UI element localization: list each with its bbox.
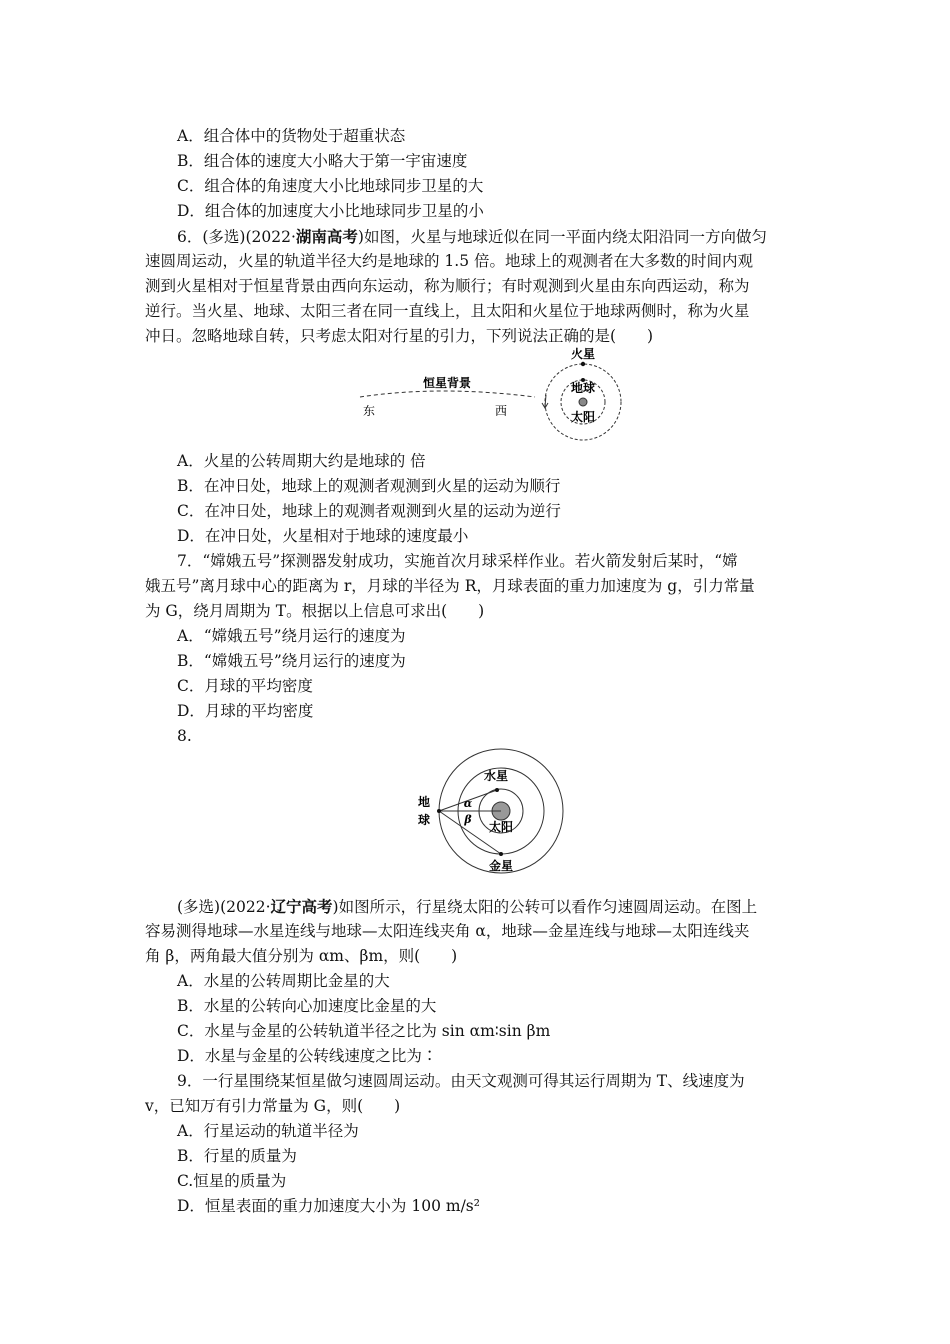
earth-label: 地 (417, 795, 431, 809)
mars-opposition-figure (355, 345, 625, 445)
q9-option-c: C.恒星的质量为 (177, 1172, 287, 1190)
q6-stem-line-1 (145, 224, 810, 249)
west-label: 西 (494, 404, 508, 418)
q5-option-b: B．组合体的速度大小略大于第一宇宙速度 (177, 152, 468, 170)
q6-option-d: D．在冲日处，火星相对于地球的速度最小 (177, 527, 469, 545)
q5-option-c: C．组合体的角速度大小比地球同步卫星的大 (177, 177, 484, 195)
venus-label: 金星 (488, 859, 514, 873)
q8-stem-line-1 (145, 894, 810, 919)
q7-stem-line-2: 娥五号”离月球中心的距离为 r，月球的半径为 R，月球表面的重力加速度为 g，引力常量 (145, 577, 755, 595)
sun-label: 太阳 (488, 820, 514, 834)
q6-option-b: B．在冲日处，地球上的观测者观测到火星的运动为顺行 (177, 477, 561, 495)
q9-option-a: A．行星运动的轨道半径为 (177, 1122, 359, 1140)
q9-option-d: D．恒星表面的重力加速度大小为 100 m/s² (177, 1197, 480, 1215)
q8-source: 辽宁高考 (270, 897, 333, 916)
q9-option-b: B．行星的质量为 (177, 1147, 297, 1165)
mercury-dot (495, 788, 499, 792)
q8-stem-line-2: 容易测得地球—水星连线与地球—太阳连线夹角 α，地球—金星连线与地球—太阳连线夹 (145, 922, 750, 940)
q7-option-a: A．“嫦娥五号”绕月运行的速度为 (177, 627, 406, 645)
q6-option-a: A．火星的公转周期大约是地球的 倍 (177, 452, 426, 470)
sun-label: 太阳 (570, 410, 596, 424)
q9-stem-line-2: v，已知万有引力常量为 G，则( ) (145, 1097, 401, 1115)
earth-label-2: 球 (417, 813, 431, 827)
q7-stem-line-3: 为 G，绕月周期为 T。根据以上信息可求出( ) (145, 602, 485, 620)
q7-option-d: D．月球的平均密度 (177, 702, 314, 720)
q6-stem-line-2: 速圆周运动，火星的轨道半径大约是地球的 1.5 倍。地球上的观测者在大多数的时间内观 (145, 252, 754, 270)
q7-stem-line-1: 7．“嫦娥五号”探测器发射成功，实施首次月球采样作业。若火箭发射后某时，“嫦 (177, 552, 738, 570)
mars-dot (581, 362, 585, 366)
star-background-label: 恒星背景 (422, 376, 472, 390)
star-background-arc (360, 391, 535, 397)
q6-stem-line-4: 逆行。当火星、地球、太阳三者在同一直线上，且太阳和火星位于地球两侧时，称为火星 (145, 302, 750, 320)
q6-stem-line-3: 测到火星相对于恒星背景由西向东运动，称为顺行；有时观测到火星由东向西运动，称为 (145, 277, 750, 295)
q6-prefix: 6．(多选)(2022· (177, 228, 296, 246)
q7-option-c: C．月球的平均密度 (177, 677, 313, 695)
q8-option-d: D．水星与金星的公转线速度之比为∶ (177, 1047, 438, 1065)
q8-stem-rest: )如图所示，行星绕太阳的公转可以看作匀速圆周运动。在图上 (332, 898, 758, 916)
earth-label: 地球 (570, 381, 596, 395)
mercury-venus-figure (412, 746, 572, 876)
q9-stem-line-1: 9．一行星围绕某恒星做匀速圆周运动。由天文观测可得其运行周期为 T、线速度为 (177, 1072, 745, 1090)
venus-dot (499, 852, 503, 856)
q5-option-a: A．组合体中的货物处于超重状态 (177, 127, 406, 145)
mars-label: 火星 (570, 347, 596, 361)
q6-stem-rest: )如图，火星与地球近似在同一平面内绕太阳沿同一方向做匀 (357, 228, 767, 246)
q8-stem-line-3: 角 β，两角最大值分别为 αm、βm，则( ) (145, 947, 458, 965)
q7-option-b: B．“嫦娥五号”绕月运行的速度为 (177, 652, 406, 670)
q8-option-b: B．水星的公转向心加速度比金星的大 (177, 997, 437, 1015)
q8-prefix: (多选)(2022· (177, 898, 271, 916)
east-label: 东 (362, 404, 376, 418)
q6-source: 湖南高考 (295, 227, 358, 246)
beta-label: β (464, 813, 472, 826)
orbit-arrow-icon (542, 395, 548, 408)
q5-option-d: D．组合体的加速度大小比地球同步卫星的小 (177, 202, 484, 220)
q6-option-c: C．在冲日处，地球上的观测者观测到火星的运动为逆行 (177, 502, 561, 520)
alpha-label: α (463, 797, 473, 810)
q8-option-c: C．水星与金星的公转轨道半径之比为 sin αm∶sin βm (177, 1022, 551, 1040)
earth-dot (437, 809, 441, 813)
mercury-label: 水星 (483, 769, 509, 783)
q8-option-a: A．水星的公转周期比金星的大 (177, 972, 390, 990)
q6-stem-line-5: 冲日。忽略地球自转，只考虑太阳对行星的引力，下列说法正确的是( ) (145, 327, 654, 345)
document-body (145, 124, 810, 1219)
sun-icon (579, 398, 587, 406)
q8-number: 8. (177, 727, 192, 745)
